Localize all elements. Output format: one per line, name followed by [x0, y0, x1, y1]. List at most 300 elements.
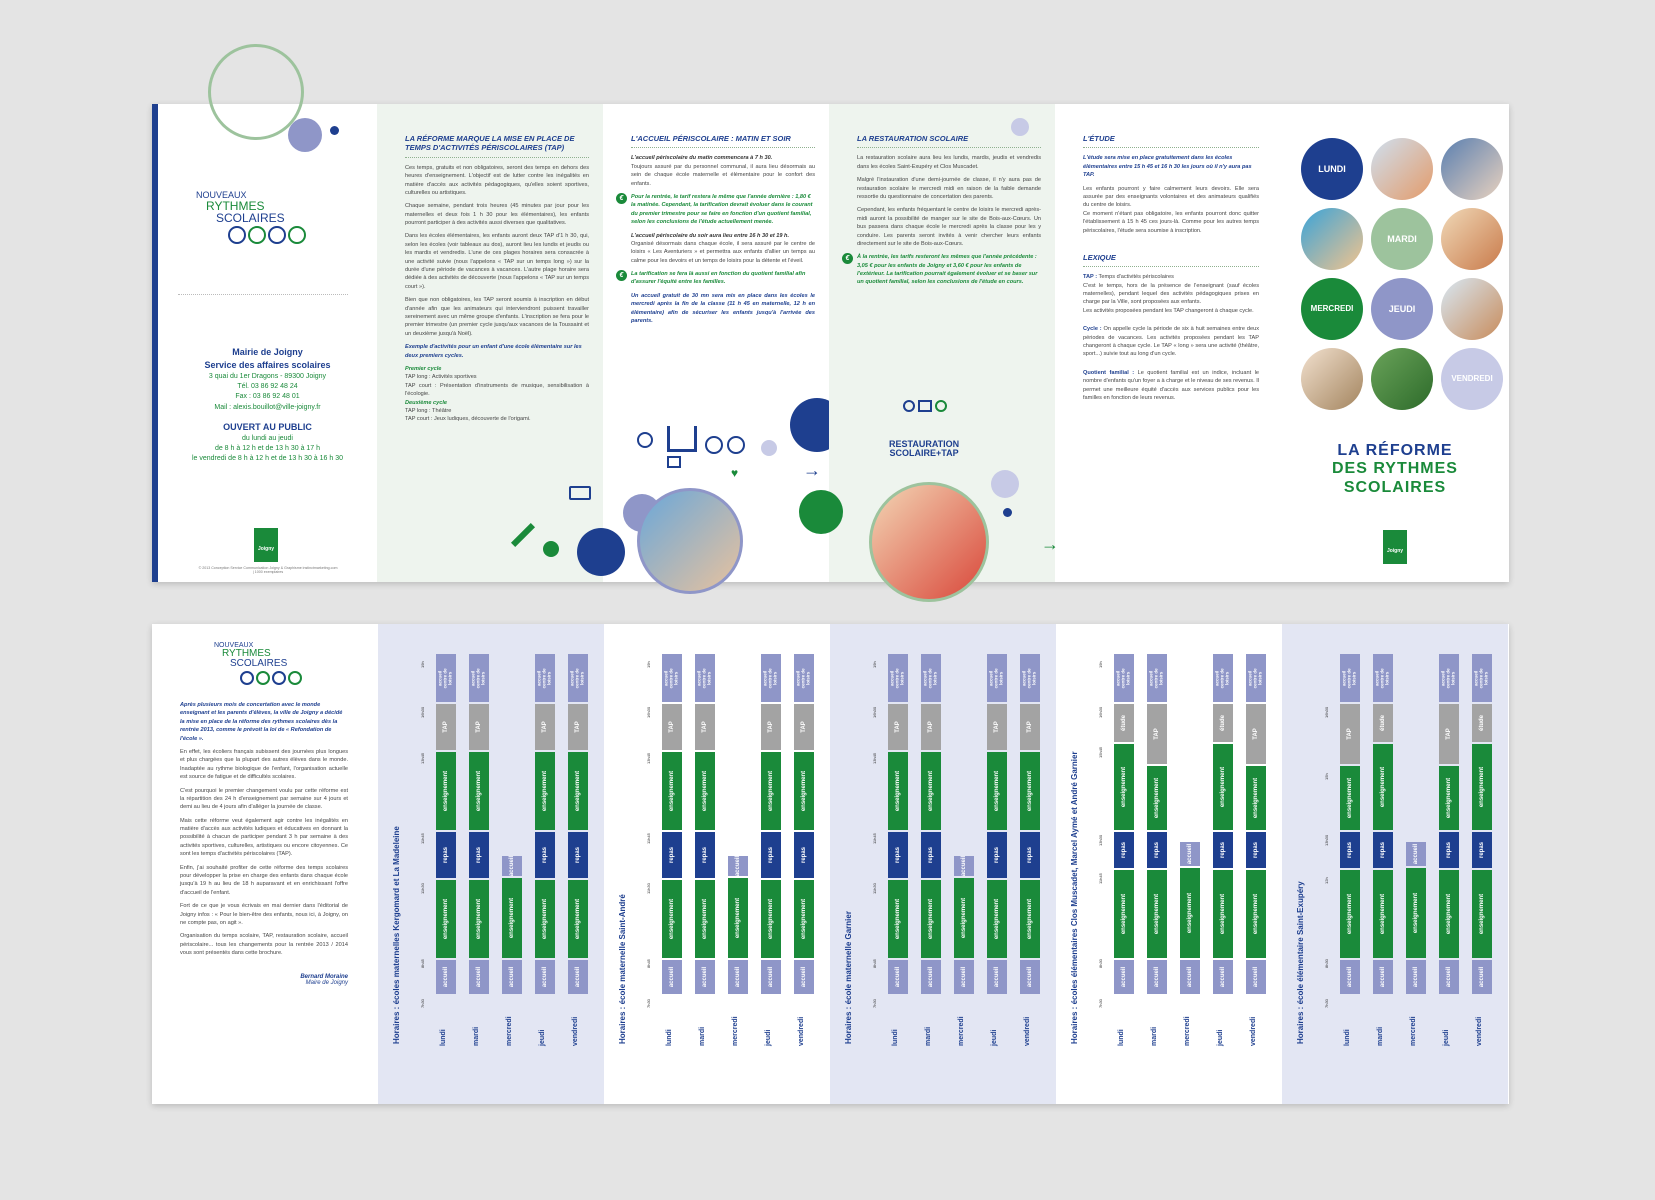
segment-label: accueil centre de loisirs: [569, 667, 585, 688]
segment-ens: [1246, 870, 1266, 958]
segment-label: accueil: [801, 966, 808, 988]
segment-label: enseignement: [801, 898, 808, 940]
segment-label: enseignement: [1027, 770, 1034, 812]
etude-p2: Les enfants pourront y faire calmement leurs devoirs. Elle sera assurée par des enseignants volontaires et des animateurs qualifiés du centre de loisirs.: [1083, 185, 1259, 209]
segment-ens: [1439, 870, 1459, 958]
segment-cdl: [568, 654, 588, 702]
time-label: 19h: [872, 661, 877, 668]
edito-p1: En effet, les écoliers français subissent des journées plus longues et plus chargées que la plupart des autres élèves dans le monde. Inadaptée au rythme biologique de l'enfant, l'organisation actuelle est source de fatigue et de difficultés scolaires.: [180, 748, 348, 781]
segment-tap: [1439, 704, 1459, 764]
segment-label: accueil: [735, 855, 742, 877]
segment-label: repas: [668, 846, 675, 864]
segment-label: enseignement: [1121, 893, 1128, 935]
day-label: mardi: [925, 1026, 932, 1046]
segment-tap: [535, 704, 555, 750]
segment-label: enseignement: [1380, 766, 1387, 808]
segment-repas: [794, 832, 814, 878]
segment-ens: [695, 880, 715, 958]
day-label: mardi: [699, 1026, 706, 1046]
logo-line2: RYTHMES: [206, 199, 265, 213]
time-label: 11h45: [646, 833, 651, 844]
globe-icon: [288, 671, 302, 685]
segment-label: enseignement: [443, 770, 450, 812]
segment-ens: [469, 880, 489, 958]
segment-accueil: [1406, 842, 1426, 866]
segment-accueil: [728, 960, 748, 994]
day-label: lundi: [1118, 1029, 1125, 1046]
time-label: 8h45: [420, 959, 425, 968]
time-label: 8h45: [646, 959, 651, 968]
logo-line3: SCOLAIRES: [230, 658, 288, 669]
segment-label: accueil: [1413, 966, 1420, 988]
reform-example: Exemple d'activités pour un enfant d'une école élémentaire sur les deux premiers cycles.: [405, 344, 582, 359]
lex-cycle-key: Cycle :: [1083, 326, 1102, 333]
segment-cdl: [1114, 654, 1134, 702]
day-label: mercredi: [1184, 1016, 1191, 1046]
restauration-badge: [889, 440, 959, 459]
segment-label: accueil: [443, 966, 450, 988]
edito-p2: C'est pourquoi le premier changement voulu par cette réforme est la répartition des 24 h d'enseignement par semaine sur 4 jours et demi au lieu de 4 jours afin d'alléger la journée de classe.: [180, 787, 348, 811]
segment-label: TAP: [542, 721, 548, 733]
deco-dot: [1003, 508, 1012, 517]
reform-p4: Bien que non obligatoires, les TAP seront soumis à inscription en début d'année afin que les animateurs qui interviendront puissent travailler sereinement avec un même groupe d'enfants. L'inscription se fera pour le premier trimestre (un premier cycle jusqu'aux vacances de la Toussaint et un deuxième jusqu'à Noël).: [405, 297, 589, 337]
day-lundi: LUNDI: [1301, 138, 1363, 200]
day-column-lundi: [1114, 624, 1134, 1104]
segment-label: TAP: [768, 721, 774, 733]
segment-label: enseignement: [1413, 892, 1420, 934]
open-line1: du lundi au jeudi: [242, 434, 293, 442]
segment-accueil: [987, 960, 1007, 994]
fax: Fax : 03 86 92 48 01: [235, 393, 300, 401]
restauration-tarif: À la rentrée, les tarifs resteront les mêmes que l'année précédente : 3,05 € pour les enfants de Joigny et 3,60 € pour les enfants de l'extérieur. La tarification pourrait également évoluer et se baser sur un quotient familial, selon les conclusions de l'étude en cours.: [857, 254, 1038, 286]
segment-etude: [1373, 704, 1393, 742]
cover-title: [1281, 442, 1509, 497]
segment-label: accueil centre de loisirs: [988, 667, 1004, 688]
schedule-title: Horaires : école maternelle Garnier: [844, 911, 853, 1044]
segment-label: enseignement: [542, 898, 549, 940]
day-label: jeudi: [991, 1029, 998, 1046]
segment-etude: [1213, 704, 1233, 742]
segment-label: repas: [442, 846, 449, 864]
logo-line2: RYTHMES: [222, 648, 271, 659]
segment-label: enseignement: [1347, 777, 1354, 819]
time-label: 7h30: [1324, 999, 1329, 1008]
time-label: 8h30: [1324, 959, 1329, 968]
segment-label: accueil: [928, 966, 935, 988]
segment-ens: [662, 880, 682, 958]
segment-ens: [954, 878, 974, 958]
segment-label: enseignement: [575, 898, 582, 940]
open-title: OUVERT AU PUBLIC: [223, 421, 312, 432]
segment-label: enseignement: [476, 898, 483, 940]
segment-tap: [794, 704, 814, 750]
day-column-jeudi: [761, 624, 781, 1104]
segment-cdl: [1246, 654, 1266, 702]
segment-accueil: [1340, 960, 1360, 994]
cycle1-short: TAP court : Présentation d'instruments de musique, sensibilisation à l'écologie.: [405, 382, 589, 398]
segment-cdl: [1020, 654, 1040, 702]
segment-label: étude: [1379, 714, 1386, 732]
photo-4: [1441, 208, 1503, 270]
day-mercredi: MERCREDI: [1301, 278, 1363, 340]
time-label: 15h: [1324, 773, 1329, 780]
segment-label: TAP: [928, 721, 934, 733]
time-label: 11h45: [872, 833, 877, 844]
cycle2-title: Deuxième cycle: [405, 399, 447, 406]
restauration-p2: Malgré l'instauration d'une demi-journée de classe, il n'y aura pas de restauration scolaire le mercredi midi en raison de la faible demande ressortie du questionnaire de concertation des parents.: [857, 177, 1041, 200]
restauration-p1: La restauration scolaire aura lieu les lundis, mardis, jeudis et vendredis dans les écoles Saint-Exupéry et Clos Muscadet.: [857, 155, 1041, 170]
accueil-tarif-evening: La tarification se fera là aussi en fonction du quotient familial afin d'assurer l'équité entre les familles.: [631, 271, 806, 286]
segment-accueil: [761, 960, 781, 994]
segment-label: accueil centre de loisirs: [1148, 667, 1164, 688]
time-label: 13h30: [1324, 834, 1329, 846]
segment-ens: [1147, 870, 1167, 958]
restauration-p3: Cependant, les enfants fréquentant le centre de loisirs le mercredi après-midi auront la possibilité de manger sur le site de Bois-aux-Cœurs. Un bus passera dans chaque école le mercredi après la classe pour les y conduire. Les parents seront invités à venir chercher leurs enfants directement sur le site de Bois-aux-Cœurs.: [857, 207, 1041, 247]
segment-cdl: [1213, 654, 1233, 702]
segment-tap: [436, 704, 456, 750]
segment-label: enseignement: [1027, 898, 1034, 940]
segment-accueil: [1180, 842, 1200, 866]
segment-label: repas: [1026, 846, 1033, 864]
accueil-morning-lead: L'accueil périscolaire du matin commencera à 7 h 30.: [631, 155, 773, 162]
day-label: mardi: [473, 1026, 480, 1046]
segment-ens: [1406, 868, 1426, 958]
segment-label: accueil centre de loisirs: [1473, 667, 1489, 688]
segment-label: repas: [1153, 841, 1160, 859]
segment-ens: [761, 752, 781, 830]
signature: [180, 974, 348, 986]
segment-label: enseignement: [1154, 893, 1161, 935]
segment-tap: [1340, 704, 1360, 764]
lex-tap-key: TAP :: [1083, 274, 1098, 281]
segment-accueil: [1213, 960, 1233, 994]
brochure-outside: [152, 104, 1509, 582]
smiley-icon: [228, 226, 246, 244]
joigny-logo-text: Joigny: [1386, 548, 1404, 554]
segment-label: enseignement: [575, 770, 582, 812]
segment-label: enseignement: [801, 770, 808, 812]
day-label: vendredi: [1024, 1016, 1031, 1046]
restauration-title: LA RESTAURATION SCOLAIRE: [857, 134, 1041, 148]
segment-ens: [436, 880, 456, 958]
segment-label: enseignement: [1253, 777, 1260, 819]
day-column-mardi: [695, 624, 715, 1104]
badge-line1: RESTAURATION: [889, 439, 960, 449]
segment-cdl: [1340, 654, 1360, 702]
segment-cdl: [794, 654, 814, 702]
accueil-morning: Toujours assuré par du personnel communal, il aura lieu désormais au sein de chaque école maternelle et élémentaire pour le confort des enfants.: [631, 163, 815, 187]
clock-icon: [256, 671, 270, 685]
time-label: 15h45: [1098, 746, 1103, 758]
segment-label: enseignement: [1187, 892, 1194, 934]
segment-label: accueil centre de loisirs: [1115, 667, 1131, 688]
segment-cdl: [469, 654, 489, 702]
segment-label: accueil: [1479, 966, 1486, 988]
segment-accueil: [1439, 960, 1459, 994]
segment-label: accueil: [1347, 966, 1354, 988]
segment-label: accueil: [1220, 966, 1227, 988]
segment-tap: [1147, 704, 1167, 764]
segment-label: enseignement: [1347, 893, 1354, 935]
cycle2-short: TAP court : Jeux ludiques, découverte de l'origami.: [405, 416, 531, 423]
etude-p1: L'étude sera mise en place gratuitement dans les écoles élémentaires entre 15 h 45 et 16 h 30 les jours où il n'y aura pas TAP.: [1083, 155, 1252, 179]
day-column-vendredi: [1020, 624, 1040, 1104]
day-column-lundi: [1340, 624, 1360, 1104]
segment-repas: [695, 832, 715, 878]
signature-role: Maire de Joigny: [305, 979, 348, 986]
logo-line1: NOUVEAUX: [196, 190, 247, 200]
segment-accueil: [535, 960, 555, 994]
time-label: 8h45: [872, 959, 877, 968]
lex-quotient-key: Quotient familial :: [1083, 369, 1135, 376]
segment-ens: [1439, 766, 1459, 830]
day-label: lundi: [440, 1029, 447, 1046]
day-label: mardi: [1377, 1026, 1384, 1046]
segment-label: enseignement: [895, 770, 902, 812]
day-column-mercredi: [728, 624, 748, 1104]
edito-p4: Enfin, j'ai souhaité profiter de cette réforme des temps scolaires pour développer la prise en charge des enfants dans chaque école jusqu'à 19 h au lieu de 18 h auparavant et en enrichissant l'offre d'accueil de l'enfant.: [180, 864, 348, 896]
joigny-logo: [254, 528, 278, 562]
logo-line3: SCOLAIRES: [216, 211, 285, 225]
cycle2-long: TAP long : Théâtre: [405, 407, 452, 414]
segment-label: TAP: [476, 721, 482, 733]
time-label: 13h45: [872, 752, 877, 764]
pencil-icon: [511, 523, 535, 547]
day-label: mardi: [1151, 1026, 1158, 1046]
accueil-title: L'ACCUEIL PÉRISCOLAIRE : MATIN ET SOIR: [631, 134, 815, 148]
day-column-mardi: [1147, 624, 1167, 1104]
segment-accueil: [469, 960, 489, 994]
time-label: 12h: [1324, 877, 1329, 884]
segment-label: accueil: [895, 966, 902, 988]
photo-1: [1371, 138, 1433, 200]
segment-accueil: [1406, 960, 1426, 994]
address: 3 quai du 1er Dragons - 89300 Joigny: [208, 373, 327, 381]
segment-label: accueil: [1187, 966, 1194, 988]
panel-reform: [377, 104, 603, 582]
segment-ens: [1246, 766, 1266, 830]
clock-icon: [637, 432, 653, 448]
day-column-jeudi: [1439, 624, 1459, 1104]
segment-label: enseignement: [1479, 893, 1486, 935]
segment-repas: [1213, 832, 1233, 868]
segment-label: accueil centre de loisirs: [1440, 667, 1456, 688]
contact-block: [158, 346, 377, 464]
day-column-lundi: [888, 624, 908, 1104]
segment-ens: [888, 880, 908, 958]
day-label: jeudi: [765, 1029, 772, 1046]
segment-label: enseignement: [994, 898, 1001, 940]
edito-lead: Après plusieurs mois de concertation avec le monde enseignant et les parents d'élèves, la ville de Joigny a décidé la mise en place de la réforme des rythmes scolaires dès la rentrée 2013, comme le prévoit la loi de « Refondation de l'école ».: [180, 702, 343, 742]
time-label: 7h30: [1098, 999, 1103, 1008]
segment-accueil: [695, 960, 715, 994]
schedule-panel-1: [378, 624, 604, 1104]
time-label: 11h30: [646, 883, 651, 894]
segment-label: accueil: [542, 966, 549, 988]
open-line2: de 8 h à 12 h et de 13 h 30 à 17 h: [214, 444, 321, 452]
segment-label: repas: [1252, 841, 1259, 859]
segment-label: repas: [767, 846, 774, 864]
segment-ens: [761, 880, 781, 958]
segment-ens: [728, 878, 748, 958]
segment-etude: [1472, 704, 1492, 742]
accueil-evening-lead: L'accueil périscolaire du soir aura lieu entre 16 h 30 et 19 h.: [631, 232, 790, 239]
segment-label: accueil centre de loisirs: [889, 667, 905, 688]
segment-accueil: [568, 960, 588, 994]
cycle1-long: TAP long : Activités sportives: [405, 374, 477, 381]
accueil-tarif-morning: Pour la rentrée, le tarif restera le même que l'année dernière : 1,80 € la matinée. Cependant, la tarification devrait évoluer dans le courant du premier trimestre pour se faire en fonction d'un quotient familial, selon les conclusions de l'étude actuellement menée.: [631, 193, 813, 226]
segment-ens: [987, 880, 1007, 958]
schedule-title: Horaires : écoles élémentaires Clos Muscadet, Marcel Aymé et André Garnier: [1070, 751, 1079, 1044]
cover-title-line1: LA RÉFORME: [1337, 442, 1453, 459]
segment-ens: [794, 880, 814, 958]
day-label: vendredi: [572, 1016, 579, 1046]
segment-label: repas: [800, 846, 807, 864]
segment-accueil: [1114, 960, 1134, 994]
segment-label: étude: [1219, 714, 1226, 732]
day-column-vendredi: [1246, 624, 1266, 1104]
reform-p1: Ces temps, gratuits et non obligatoires, seront des temps en dehors des heures d'enseignement. L'objectif est de lutter contre les inégalités en matière d'accès aux activités pédagogiques, qu'elles soient sportives, culturelles ou artistiques.: [405, 164, 589, 196]
segment-cdl: [1147, 654, 1167, 702]
segment-tap: [662, 704, 682, 750]
lunch-photo: [869, 482, 989, 602]
segment-accueil: [954, 960, 974, 994]
day-column-mercredi: [1406, 624, 1426, 1104]
day-column-mercredi: [502, 624, 522, 1104]
euro-icon: €: [616, 193, 627, 204]
day-vendredi: VENDREDI: [1441, 348, 1503, 410]
deco-dot: [543, 541, 559, 557]
accueil-tarif-morning-wrap: [619, 193, 815, 227]
segment-label: accueil centre de loisirs: [1341, 667, 1357, 688]
deco-circle: [799, 490, 843, 534]
segment-label: enseignement: [1479, 766, 1486, 808]
segment-label: repas: [993, 846, 1000, 864]
day-label: vendredi: [1476, 1016, 1483, 1046]
schedule-panel-2: [604, 624, 830, 1104]
segment-repas: [1373, 832, 1393, 868]
segment-ens: [1114, 744, 1134, 830]
segment-ens: [794, 752, 814, 830]
day-mardi: MARDI: [1371, 208, 1433, 270]
segment-label: enseignement: [1446, 893, 1453, 935]
schedule-panel-4: [1056, 624, 1282, 1104]
segment-ens: [1373, 744, 1393, 830]
segment-label: TAP: [1154, 728, 1160, 740]
photo-3: [1301, 208, 1363, 270]
time-label: 7h30: [646, 999, 651, 1008]
segment-cdl: [535, 654, 555, 702]
segment-label: repas: [1478, 841, 1485, 859]
deco-circle: [991, 470, 1019, 498]
panel-restauration: [829, 104, 1059, 582]
photo-5: [1441, 278, 1503, 340]
edito-p5: Fort de ce que je vous écrivais en mai dernier dans l'éditorial de Joigny infos : « Pour le bien-être des enfants, nous ici, à Joigny, on ne compte pas, on agit ».: [180, 903, 348, 926]
joigny-logo-text: Joigny: [257, 546, 275, 552]
photo-7: [1371, 348, 1433, 410]
segment-label: repas: [574, 846, 581, 864]
segment-ens: [1472, 744, 1492, 830]
day-column-jeudi: [1213, 624, 1233, 1104]
day-label: lundi: [666, 1029, 673, 1046]
day-label: mercredi: [1410, 1016, 1417, 1046]
segment-repas: [1246, 832, 1266, 868]
segment-ens: [502, 878, 522, 958]
day-label: vendredi: [1250, 1016, 1257, 1046]
book-icon: [569, 486, 591, 500]
segment-accueil: [1472, 960, 1492, 994]
house-icon: [667, 426, 697, 452]
segment-repas: [888, 832, 908, 878]
segment-accueil: [502, 960, 522, 994]
panel-etude: [1055, 104, 1281, 582]
segment-ens: [1213, 744, 1233, 830]
day-column-mercredi: [1180, 624, 1200, 1104]
segment-label: enseignement: [768, 898, 775, 940]
time-label: 11h30: [872, 883, 877, 894]
segment-label: enseignement: [1446, 777, 1453, 819]
time-label: 11h45: [420, 833, 425, 844]
email-link[interactable]: Mail : alexis.bouillot@ville-joigny.fr: [214, 403, 321, 411]
segment-ens: [1147, 766, 1167, 830]
segment-ens: [1373, 870, 1393, 958]
segment-label: enseignement: [735, 897, 742, 939]
segment-tap: [1020, 704, 1040, 750]
segment-ens: [535, 880, 555, 958]
segment-ens: [1114, 870, 1134, 958]
etude-title: L'ÉTUDE: [1083, 134, 1259, 148]
euro-icon: €: [842, 253, 853, 264]
schedule-title: Horaires : école maternelle Saint-André: [618, 894, 627, 1044]
day-column-vendredi: [794, 624, 814, 1104]
cover-title-line2: DES RYTHMES: [1332, 460, 1458, 478]
deco-dot: [761, 440, 777, 456]
lexique-title: LEXIQUE: [1083, 253, 1259, 267]
service-name: Service des affaires scolaires: [204, 360, 331, 371]
time-label: 16h30: [872, 706, 877, 718]
arrow-right-icon: →: [803, 460, 821, 480]
euro-icon: €: [616, 270, 627, 281]
segment-ens: [1213, 870, 1233, 958]
logo-icons: [240, 671, 348, 685]
ball-icon: [272, 671, 286, 685]
lex-quotient-def: Le quotient familial est un indice, incluant le nombre d'enfants qu'un foyer a à charge et le niveau de ses revenus. Il permet une meilleure équité d'accès aux services publics pour les familles en fonction de leurs revenus.: [1083, 369, 1259, 401]
segment-label: repas: [1120, 841, 1127, 859]
segment-label: accueil centre de loisirs: [1247, 667, 1263, 688]
segment-label: accueil centre de loisirs: [1214, 667, 1230, 688]
segment-label: repas: [1379, 841, 1386, 859]
clock-icon: [248, 226, 266, 244]
ball-icon: [903, 400, 915, 412]
segment-label: enseignement: [1220, 893, 1227, 935]
schedule-panel-5: [1282, 624, 1508, 1104]
time-label: 16h30: [1324, 706, 1329, 718]
segment-label: enseignement: [1121, 766, 1128, 808]
segment-label: accueil: [961, 966, 968, 988]
lex-tap-text2: Les activités proposées pendant les TAP changeront à chaque cycle.: [1083, 307, 1254, 314]
segment-repas: [761, 832, 781, 878]
logo-icons: [228, 226, 306, 244]
segment-cdl: [662, 654, 682, 702]
accueil-wednesday: Un accueil gratuit de 30 mn sera mis en place dans les écoles le mercredi après la fin de la classe (11 h 45 en maternelle, 12 h en élémentaire) afin de sécuriser les enfants jusqu'à l'arrivée des parents.: [631, 292, 815, 325]
segment-ens: [469, 752, 489, 830]
segment-label: accueil centre de loisirs: [922, 667, 938, 688]
segment-cdl: [436, 654, 456, 702]
segment-label: enseignement: [443, 898, 450, 940]
segment-repas: [568, 832, 588, 878]
segment-label: enseignement: [928, 898, 935, 940]
segment-label: TAP: [1446, 728, 1452, 740]
